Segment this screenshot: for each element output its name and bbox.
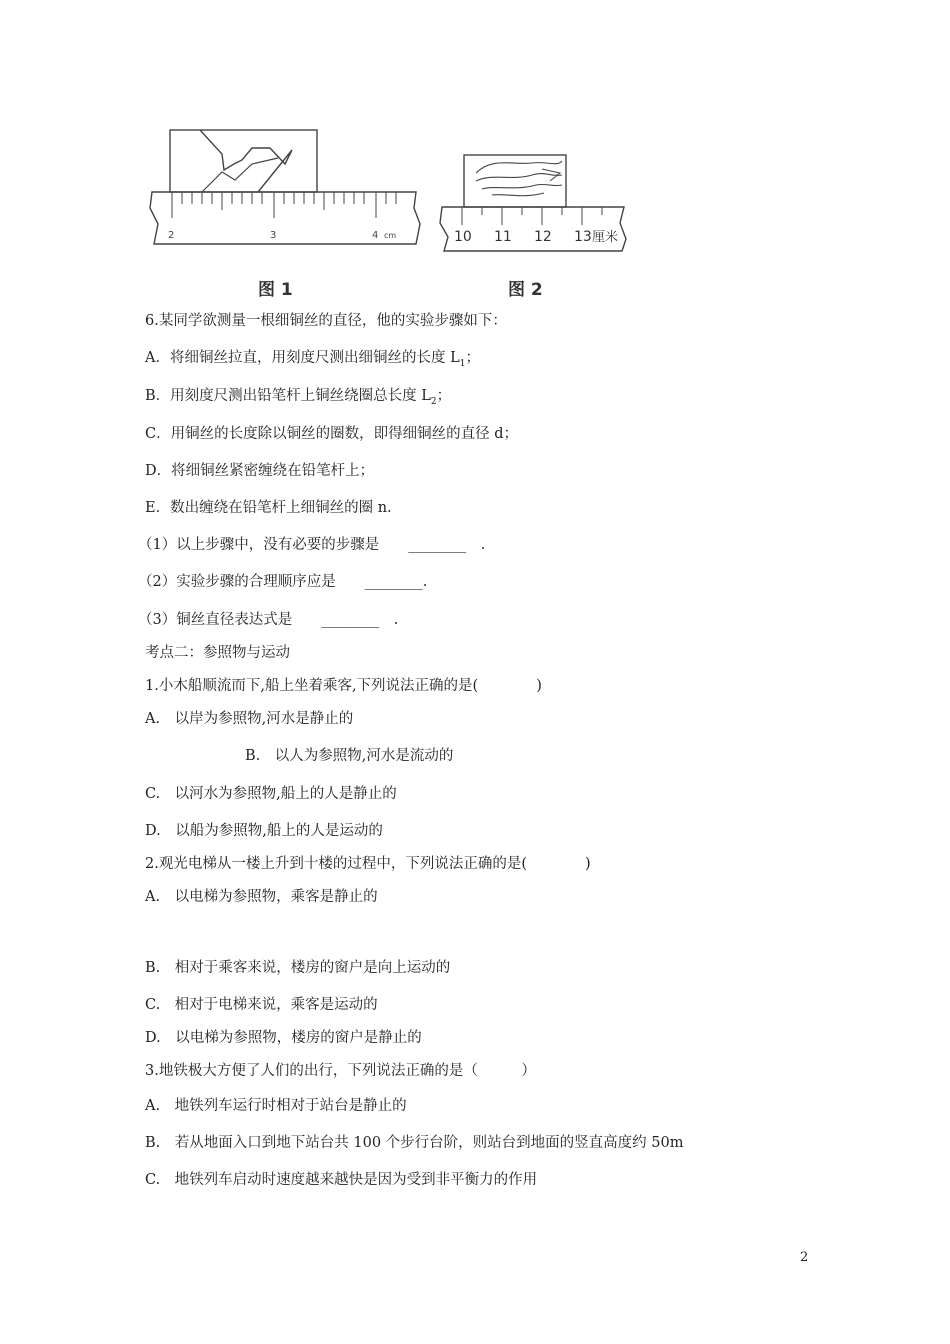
fig1-tick-label: 3 (270, 230, 277, 241)
fig2-tick-label: 12 (534, 229, 552, 245)
q2-option-d: D. 以电梯为参照物，楼房的窗户是静止的 (145, 1030, 422, 1046)
q3-option-c: C. 地铁列车启动时速度越来越快是因为受到非平衡力的作用 (145, 1172, 538, 1188)
q6-option-b (145, 386, 451, 412)
q6-option-a-subscript: 1 (459, 358, 466, 369)
page-number: 2 (800, 1250, 809, 1265)
figure-2-ruler (432, 145, 632, 255)
q6-option-b-text: B．用刻度尺测出铅笔杆上铜丝绕圈总长度 L (145, 388, 431, 404)
q6-option-a-text: A．将细铜丝拉直，用刻度尺测出细铜丝的长度 L (145, 350, 460, 366)
q1-option-b: B. 以人为参照物,河水是流动的 (245, 748, 454, 764)
q6-option-a-end: ； (465, 350, 480, 366)
q6-option-a (145, 348, 480, 374)
q6-option-c: C．用铜丝的长度除以铜丝的圈数，即得细铜丝的直径 d； (145, 426, 518, 442)
fig2-tick-label: 13 (574, 229, 592, 245)
q6-part-3: （3）铜丝直径表达式是 ________ . (138, 612, 399, 628)
q3-option-b: B. 若从地面入口到地下站台共 100 个步行台阶，则站台到地面的竖直高度约 50m (145, 1135, 684, 1151)
q1-stem: 1.小木船顺流而下,船上坐着乘客,下列说法正确的是( ) (145, 678, 542, 694)
q1-option-c: C. 以河水为参照物,船上的人是静止的 (145, 786, 397, 802)
q6-option-e: E．数出缠绕在铅笔杆上细铜丝的圈 n. (145, 500, 392, 516)
q6-option-b-end: ； (436, 388, 452, 404)
q6-part-2: （2）实验步骤的合理顺序应是 ________. (138, 574, 428, 590)
q2-option-c: C. 相对于电梯来说，乘客是运动的 (145, 997, 378, 1013)
fig2-tick-label: 10 (454, 229, 472, 245)
q3-option-a: A. 地铁列车运行时相对于站台是静止的 (145, 1098, 407, 1114)
fig2-unit-label: 厘米 (592, 230, 619, 245)
q2-option-b: B. 相对于乘客来说，楼房的窗户是向上运动的 (145, 960, 451, 976)
fig1-tick-label: 4 (372, 230, 379, 241)
q6-option-b-subscript: 2 (430, 396, 437, 407)
figure-1-caption: 图 1 (258, 280, 293, 300)
q6-part-1: （1）以上步骤中，没有必要的步骤是 ________ . (138, 537, 486, 553)
q6-option-d: D．将细铜丝紧密缠绕在铅笔杆上； (145, 463, 375, 479)
q2-option-a: A. 以电梯为参照物，乘客是静止的 (145, 889, 378, 905)
fig1-tick-label: 2 (168, 230, 175, 241)
figure-2-caption: 图 2 (508, 280, 543, 300)
q1-option-d: D. 以船为参照物,船上的人是运动的 (145, 823, 383, 839)
fig1-unit-label: cm (384, 231, 397, 240)
section-heading: 考点二：参照物与运动 (145, 645, 290, 661)
fig2-tick-label: 11 (494, 229, 512, 245)
q1-option-a: A. 以岸为参照物,河水是静止的 (145, 711, 354, 727)
q6-stem: 6.某同学欲测量一根细铜丝的直径，他的实验步骤如下： (145, 313, 507, 329)
figure-1-ruler (140, 120, 430, 260)
q3-stem: 3.地铁极大方便了人们的出行，下列说法正确的是（ ） (145, 1063, 536, 1079)
q2-stem: 2.观光电梯从一楼上升到十楼的过程中，下列说法正确的是( ) (145, 856, 591, 872)
